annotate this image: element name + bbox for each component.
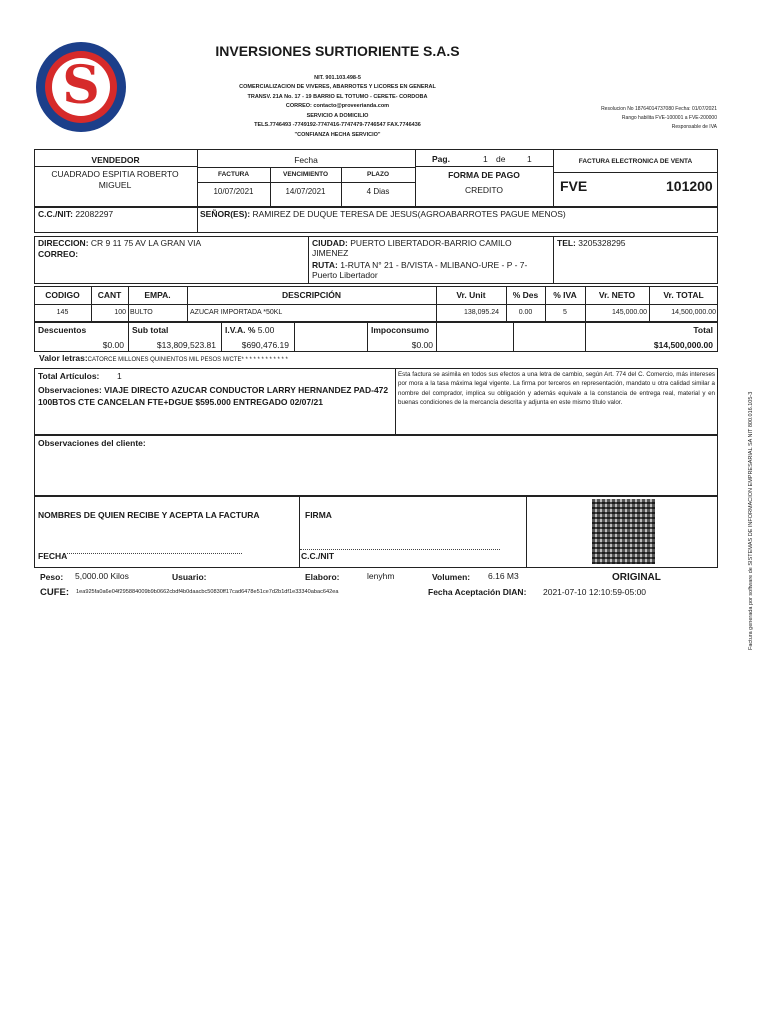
firma-label: FIRMA: [305, 510, 332, 520]
cufe-value: 1ea925fa0a6e04f295884009b9b0662cbdf4b0daacbc50830ff17cad6478e51ce7d2b1df1e33340abac642ea: [76, 589, 339, 595]
cell-descripcion: AZUCAR IMPORTADA *50KL: [190, 309, 283, 316]
client-senor-label: SEÑOR(ES):: [200, 209, 251, 219]
resolution-line-2: Rango habilita FVE-100001 a FVE-200000: [621, 115, 717, 121]
cell-cant: 100: [114, 309, 126, 316]
original-label: ORIGINAL: [612, 572, 661, 583]
cell-codigo: 145: [56, 309, 69, 316]
pag-label: Pag.: [432, 154, 450, 164]
cell-des: 0.00: [518, 309, 533, 316]
logo-letter: S: [62, 55, 100, 116]
fecha-line: [67, 553, 242, 554]
client-name: [200, 209, 566, 219]
peso-value: 5,000.00 Kilos: [75, 571, 129, 581]
impoconsumo-label: Impoconsumo: [371, 325, 430, 335]
cell-iva: 5: [563, 309, 567, 316]
cell-empa: BULTO: [130, 309, 153, 316]
fecha-firma-label: FECHA: [38, 551, 68, 561]
vendedor-value: CUADRADO ESPITIA ROBERTO MIGUEL: [51, 169, 179, 190]
elaboro-value: lenyhm: [367, 571, 395, 581]
tel-label: TEL:: [557, 238, 576, 248]
cell-vr-unit: 138,095.24: [463, 309, 499, 316]
total-value: $14,500,000.00: [653, 340, 713, 350]
iva-value: $690,476.19: [241, 340, 289, 350]
recibe-label: NOMBRES DE QUIEN RECIBE Y ACEPTA LA FACTURA: [38, 510, 260, 520]
invoice-number: 101200: [666, 178, 713, 194]
ruta-label: RUTA:: [312, 260, 338, 270]
plazo-value: 4 Dias: [366, 187, 390, 196]
company-address: TRANSV. 21A No. 17 - 19 BARRIO EL TOTUMO - CERETE- CORDOBA: [247, 94, 428, 100]
correo-label: CORREO:: [38, 249, 79, 259]
resolution-line-1: Resolucion No 18764014737080 Fecha: 01/07/2021: [601, 106, 717, 112]
client-tel: [557, 238, 626, 248]
ccnit-line: [300, 549, 500, 550]
vendedor-label: VENDEDOR: [91, 155, 140, 165]
descuentos-label: Descuentos: [38, 325, 87, 335]
pag-total: 1: [527, 154, 532, 164]
legal-text: Esta factura se asimila en todos sus efectos a una letra de cambio, según Art. 774 del C. Comercio, más intereses por mora a la tasa máxima legal vigente. La firma por terceros en representación, mandato u otra calidad similar a nombre del comprador, implica su obligación y además equivale a la constancia de entrega real, material y en buenas condiciones de la mercancía descrita y adjunta en este mismo título valor.: [398, 371, 715, 407]
ccnit-firma-label: C.C./NIT: [301, 551, 335, 561]
subtotal-value: $13,809,523.81: [156, 340, 216, 350]
company-logo: [36, 42, 126, 132]
vertical-software-note: Factura generada por software de SISTEMAS DE INFORMACION EMPRESARIAL SA NIT 800.016.105-3: [748, 391, 754, 650]
total-label: Total: [693, 325, 713, 335]
resolution-line-3: Responsable de IVA: [671, 124, 717, 130]
ciudad-value: PUERTO LIBERTADOR-BARRIO CAMILO JIMENEZ: [312, 238, 512, 258]
subtotal-label: Sub total: [132, 325, 169, 335]
col-header-codigo: CODIGO: [45, 290, 80, 300]
ruta-value: 1-RUTA N° 21 - B/VISTA - MLIBANO-URE - P - 7-Puerto Libertador: [312, 260, 528, 280]
tel-value: 3205328295: [578, 238, 626, 248]
col-header-vr-neto: Vr. NETO: [598, 290, 636, 300]
col-header-iva: % IVA: [553, 290, 577, 300]
impoconsumo-value: $0.00: [411, 340, 433, 350]
valor-letras-value: CATORCE MILLONES QUINIENTOS MIL PESOS M/CTE* * * * * * * * * * * *: [87, 357, 288, 363]
observaciones-text: Observaciones: VIAJE DIRECTO AZUCAR CONDUCTOR LARRY HERNANDEZ PAD-472 100BTOS CTE CANCELAN FTE+DGUE $595.000 ENTREGADO 02/07/21: [38, 385, 389, 407]
invoice-prefix: FVE: [560, 178, 588, 194]
cell-vr-neto: 145,000.00: [611, 309, 647, 316]
descuentos-value: $0.00: [102, 340, 124, 350]
elaboro-label: Elaboro:: [305, 572, 340, 582]
factura-date: 10/07/2021: [213, 187, 254, 196]
aceptacion-value: 2021-07-10 12:10:59-05:00: [543, 587, 647, 597]
direccion-value: CR 9 11 75 AV LA GRAN VIA: [90, 238, 202, 248]
client-ruta: [312, 260, 548, 280]
factura-electronica-label: FACTURA ELECTRONICA DE VENTA: [578, 158, 693, 165]
col-header-des: % Des: [512, 290, 539, 300]
direccion-label: DIRECCION:: [38, 238, 89, 248]
aceptacion-label: Fecha Aceptación DIAN:: [428, 587, 527, 597]
ciudad-label: CIUDAD:: [312, 238, 348, 248]
col-header-empa: EMPA.: [144, 290, 171, 300]
client-nit: [38, 209, 113, 219]
col-header-vr-unit: Vr. Unit: [456, 290, 486, 300]
vencimiento-label: VENCIMIENTO: [282, 171, 329, 178]
company-name: INVERSIONES SURTIORIENTE S.A.S: [215, 43, 460, 59]
cufe-label: CUFE:: [40, 587, 70, 598]
forma-pago-value: CREDITO: [464, 185, 504, 195]
qr-code: [592, 499, 655, 564]
iva-pct-value: 5.00: [257, 325, 275, 335]
vencimiento-date: 14/07/2021: [285, 187, 326, 196]
col-header-vr-total: Vr. TOTAL: [663, 290, 704, 300]
factura-label: FACTURA: [217, 171, 250, 178]
fecha-label: Fecha: [294, 155, 318, 165]
pag-de: de: [496, 154, 506, 164]
client-ciudad: [312, 238, 548, 258]
valor-letras: [39, 353, 288, 363]
iva-percent: [225, 325, 274, 335]
company-email: CORREO: contacto@proveerianda.com: [285, 103, 390, 109]
company-slogan: "CONFIANZA HECHA SERVICIO": [294, 132, 381, 138]
company-phones: TELS.7746493 -7749192-7747416-7747479-7746547 FAX.7746436: [254, 122, 421, 128]
company-nit: NIT. 901.103.498-5: [314, 75, 361, 81]
plazo-label: PLAZO: [366, 171, 390, 178]
client-senor-value: RAMIREZ DE DUQUE TERESA DE JESUS(AGROABARROTES PAGUE MENOS): [252, 209, 566, 219]
col-header-descripcion: DESCRIPCIÓN: [281, 290, 342, 300]
volumen-label: Volumen:: [432, 572, 471, 582]
cliente-obs-label: Observaciones del cliente:: [38, 438, 146, 448]
col-header-cant: CANT: [97, 290, 122, 300]
iva-label: I.V.A. %: [225, 325, 256, 335]
company-activity: COMERCIALIZACION DE VIVERES, ABARROTES Y LICORES EN GENERAL: [239, 84, 436, 90]
pag-num: 1: [483, 154, 488, 164]
usuario-label: Usuario:: [172, 572, 207, 582]
valor-letras-label: Valor letras:: [39, 353, 88, 363]
forma-pago-label: FORMA DE PAGO: [448, 170, 520, 180]
client-direccion: [38, 238, 201, 248]
client-nit-label: C.C./NIT:: [38, 209, 73, 219]
client-nit-value: 22082297: [75, 209, 114, 219]
peso-label: Peso:: [40, 572, 64, 582]
total-articulos-value: 1: [117, 371, 122, 381]
company-service: SERVICIO A DOMICILIO: [306, 113, 369, 119]
volumen-value: 6.16 M3: [488, 571, 519, 581]
total-articulos-label: Total Artículos:: [38, 371, 100, 381]
cell-vr-total: 14,500,000.00: [671, 309, 716, 316]
